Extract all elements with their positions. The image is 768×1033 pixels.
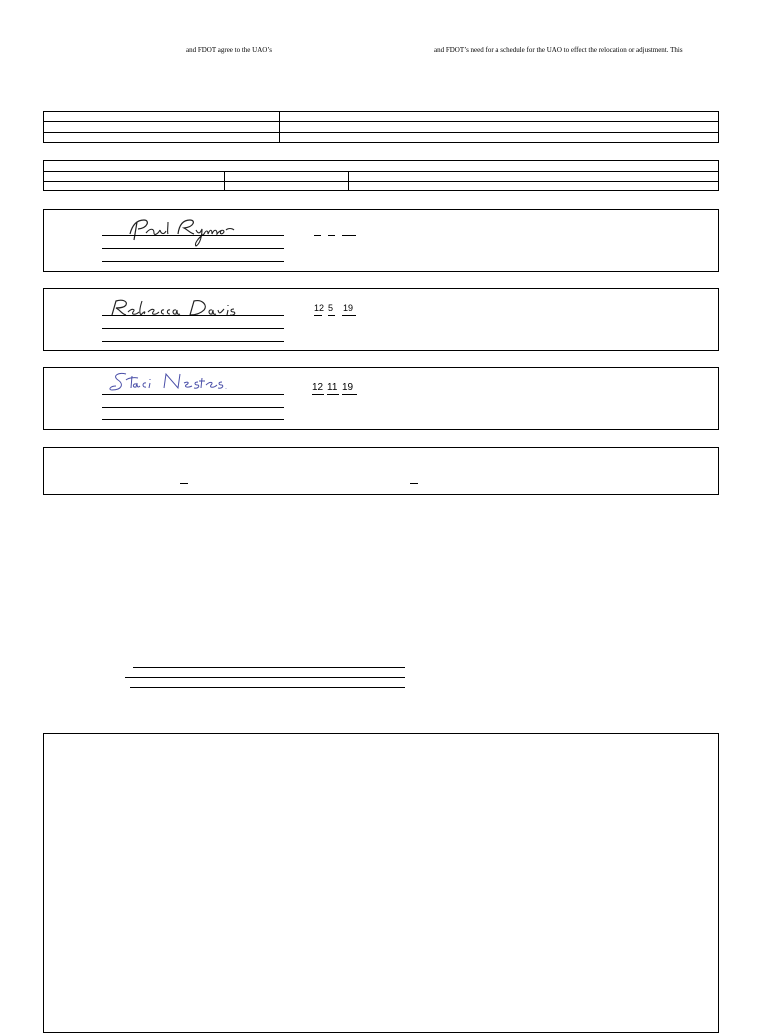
table-2-col-divider [348,171,349,190]
blank-line [180,483,188,484]
title-line [102,261,284,262]
signature-image-staci-nestes [104,368,254,396]
title-line [102,341,284,342]
table-1-col-divider [279,112,280,142]
date-month: 12 [314,303,325,313]
table-2-row-divider [44,181,718,182]
large-blank-box [43,733,719,1033]
signature-image-paul-rymer [124,214,254,250]
table-1-row-divider [44,121,718,122]
signature-image-rebecca-davis [106,295,266,321]
date-day: 11 [327,382,338,393]
name-line [102,248,284,249]
date-day-line [327,394,339,395]
title-line [102,419,284,420]
table-2-col-divider [224,171,225,190]
blank-line-3 [130,687,405,688]
header-text-right: and FDOT’s need for a schedule for the UAO to effect the relocation or adjustment. This [434,46,683,54]
date-day-line [328,235,335,236]
date-year-line [342,235,356,236]
blank-line [410,483,418,484]
name-line [102,407,284,408]
date-day: 5 [328,303,334,313]
info-table-1 [43,111,719,143]
signature-block-2 [43,288,719,351]
signature-line [102,394,284,395]
signature-line [102,315,284,316]
date-year-line [342,394,357,395]
blank-line-2 [125,677,405,678]
date-year: 19 [342,382,354,393]
table-2-row-divider [44,171,718,172]
name-line [102,328,284,329]
date-day-line [328,315,335,316]
date-year-line [342,315,356,316]
date-year: 19 [343,303,354,313]
date-month-line [314,315,322,316]
date-month-line [312,394,324,395]
info-table-2 [43,160,719,191]
form-block-4 [43,447,719,495]
signature-block-3 [43,367,719,430]
table-1-row-divider [44,132,718,133]
date-month-line [314,235,321,236]
signature-line [102,235,284,236]
header-text-left: and FDOT agree to the UAO’s [186,46,272,54]
signature-block-1 [43,209,719,272]
blank-line-1 [133,667,405,668]
date-month: 12 [312,382,324,393]
